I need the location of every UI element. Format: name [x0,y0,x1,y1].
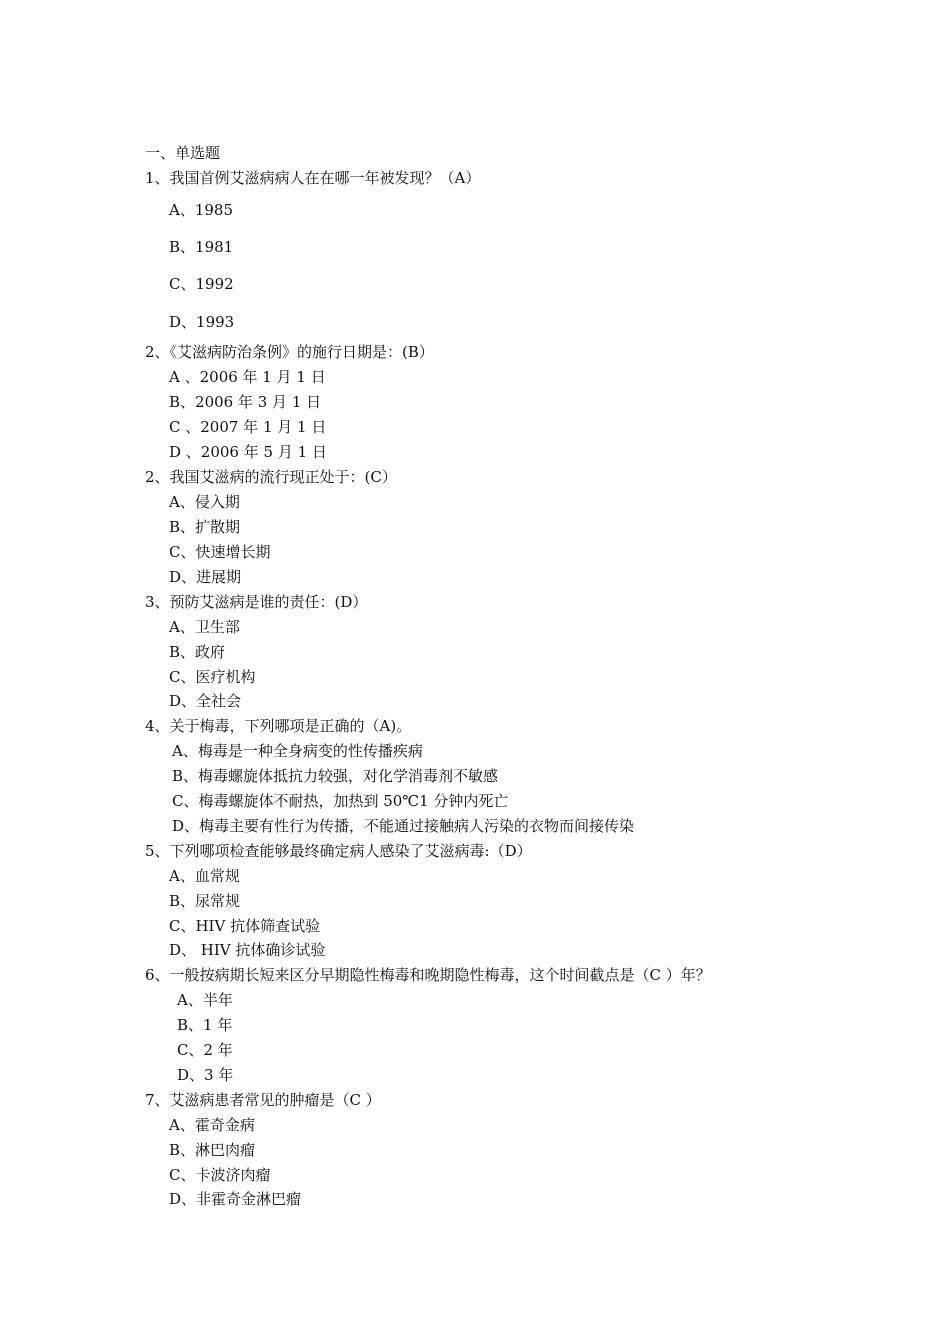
question-5-option-c: C、梅毒螺旋体不耐热，加热到 50℃1 分钟内死亡 [172,792,509,810]
question-5-option-a: A、梅毒是一种全身病变的性传播疾病 [172,742,423,760]
question-4-option-c: C、医疗机构 [169,668,256,686]
question-6-option-b: B、尿常规 [169,892,241,910]
question-8-option-d: D、非霍奇金淋巴瘤 [169,1190,302,1208]
question-4-stem: 3、预防艾滋病是谁的责任：(D） [145,593,368,611]
question-6-option-a: A、血常规 [169,867,240,885]
question-3-option-d: D、进展期 [169,568,242,586]
question-8-option-b: B、淋巴肉瘤 [169,1141,256,1159]
question-2-option-c: C 、2007 年 1 月 1 日 [169,418,327,436]
question-7-option-d: D、3 年 [177,1066,234,1084]
question-7-option-b: B、1 年 [177,1016,233,1034]
question-1-option-b: B、1981 [169,238,234,256]
question-7-stem: 6、一般按病期长短来区分早期隐性梅毒和晚期隐性梅毒，这个时间截点是（C ）年？ [145,966,711,984]
question-7-option-c: C、2 年 [177,1041,233,1059]
section-title: 一、单选题 [145,144,221,162]
question-3-stem: 2、我国艾滋病的流行现正处于：(C） [145,468,397,486]
question-6-stem: 5、下列哪项检查能够最终确定病人感染了艾滋病毒:（D） [145,842,532,860]
question-3-option-c: C、快速增长期 [169,543,271,561]
question-4-option-d: D、全社会 [169,692,242,710]
question-3-option-a: A、侵入期 [169,493,240,511]
question-2-option-a: A 、2006 年 1 月 1 日 [169,368,326,386]
question-3-option-b: B、扩散期 [169,518,241,536]
question-6-option-c: C、HIV 抗体筛查试验 [169,917,321,935]
question-5-option-b: B、梅毒螺旋体抵抗力较强，对化学消毒剂不敏感 [172,767,499,785]
question-2-option-d: D 、2006 年 5 月 1 日 [169,443,327,461]
question-1-option-a: A、1985 [169,201,234,219]
question-1-option-d: D、1993 [169,313,235,331]
question-5-stem: 4、关于梅毒，下列哪项是正确的（A)。 [145,717,412,735]
question-2-stem: 2、《艾滋病防治条例》的施行日期是：(B） [145,343,434,361]
question-4-option-a: A、卫生部 [169,618,240,636]
question-2-option-b: B、2006 年 3 月 1 日 [169,393,322,411]
question-8-stem: 7、艾滋病患者常见的肿瘤是（C ） [145,1091,381,1109]
question-8-option-c: C、卡波济肉瘤 [169,1166,271,1184]
question-8-option-a: A、霍奇金病 [169,1116,255,1134]
question-5-option-d: D、梅毒主要有性行为传播，不能通过接触病人污染的衣物而间接传染 [172,817,635,835]
question-6-option-d: D、 HIV 抗体确诊试验 [169,941,326,959]
question-4-option-b: B、政府 [169,643,226,661]
question-1-option-c: C、1992 [169,275,234,293]
question-1-stem: 1、我国首例艾滋病病人在在哪一年被发现？（A） [145,169,481,187]
question-7-option-a: A、半年 [177,991,233,1009]
